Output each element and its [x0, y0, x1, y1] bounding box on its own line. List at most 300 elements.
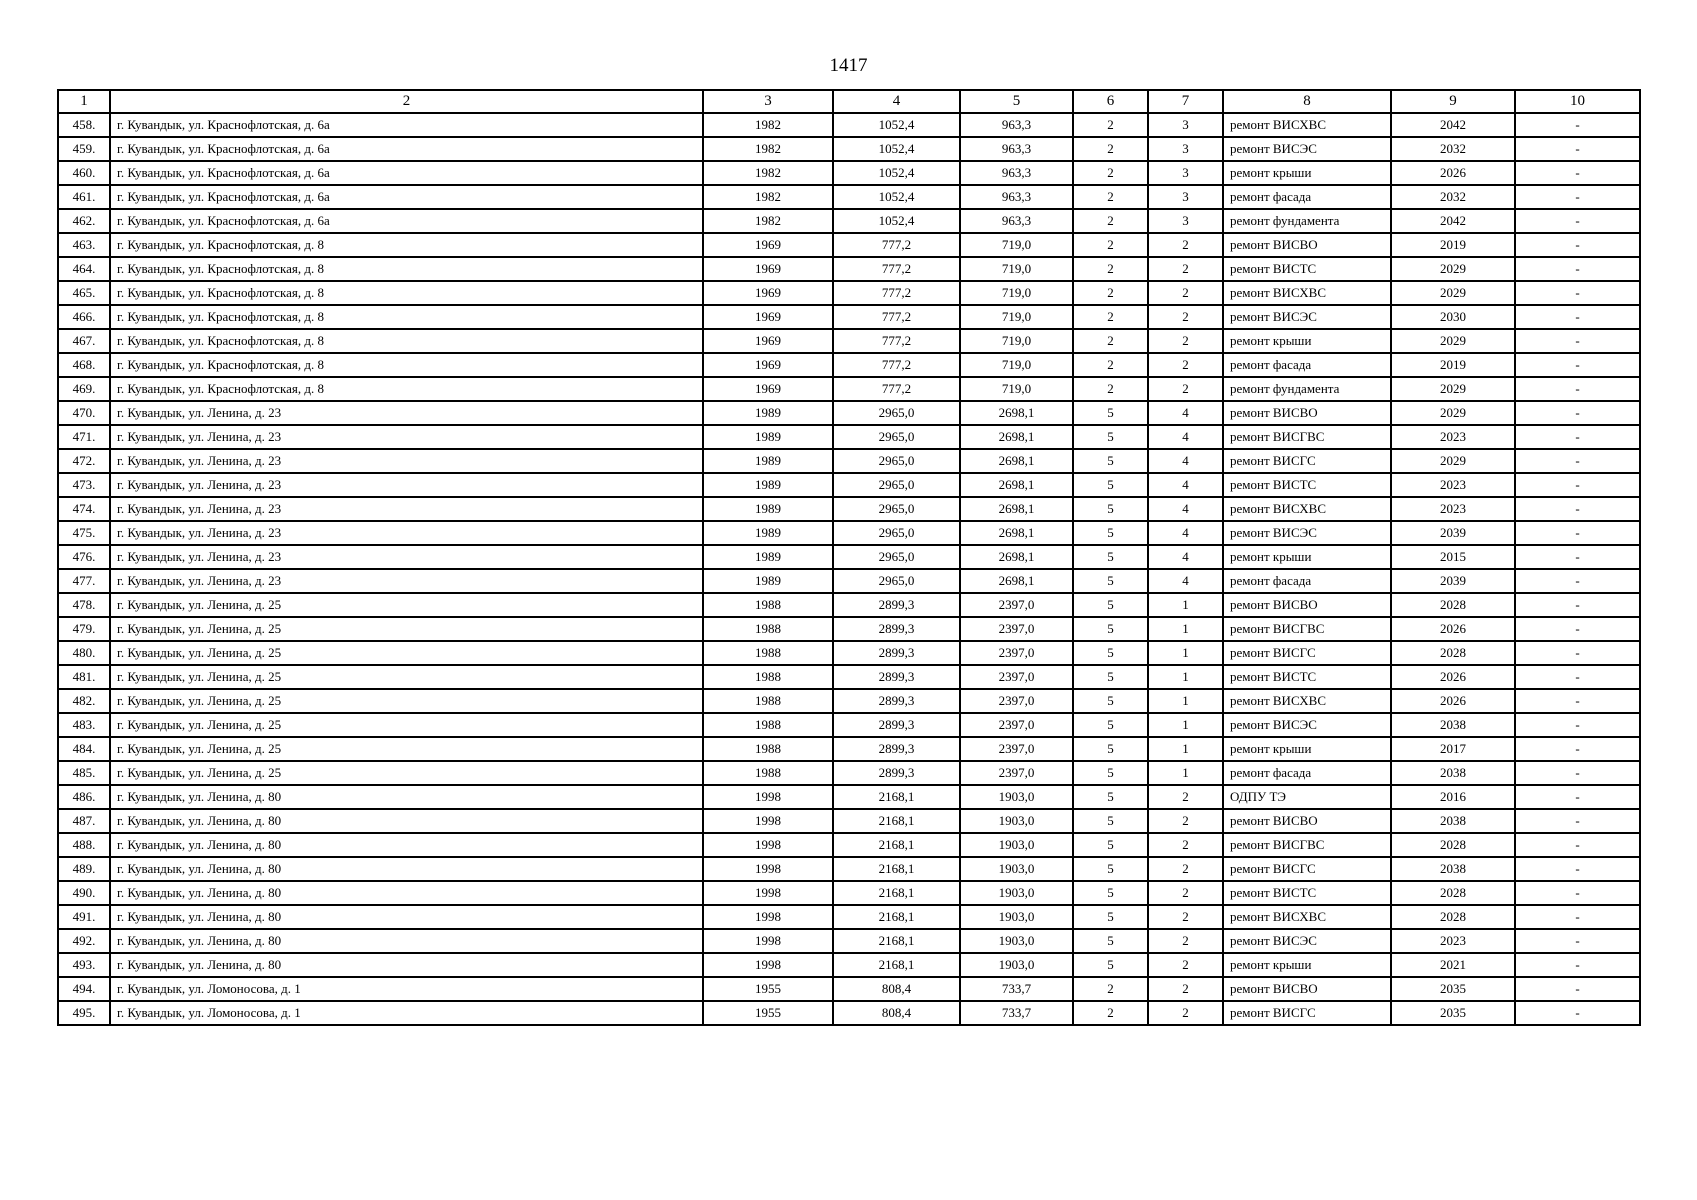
table-row	[58, 977, 1640, 1001]
floors-cell: 5	[1073, 641, 1148, 665]
work-type-cell: ремонт ВИСГС	[1223, 857, 1391, 881]
floors-cell: 5	[1073, 593, 1148, 617]
work-type-cell: ремонт ВИСТС	[1223, 473, 1391, 497]
note-cell: -	[1515, 473, 1640, 497]
note-cell: -	[1515, 977, 1640, 1001]
floors-cell: 2	[1073, 977, 1148, 1001]
table-row	[58, 185, 1640, 209]
table-row	[58, 401, 1640, 425]
planned-year-cell: 2028	[1391, 593, 1515, 617]
row-number-cell: 472.	[58, 449, 110, 473]
table-row	[58, 425, 1640, 449]
note-cell: -	[1515, 665, 1640, 689]
year-cell: 1998	[703, 809, 833, 833]
year-cell: 1989	[703, 545, 833, 569]
floors-cell: 2	[1073, 209, 1148, 233]
table-row	[58, 233, 1640, 257]
entrances-cell: 2	[1148, 905, 1223, 929]
row-number-cell: 468.	[58, 353, 110, 377]
table-header-row	[58, 90, 1640, 113]
note-cell: -	[1515, 761, 1640, 785]
living-area-cell: 719,0	[960, 281, 1073, 305]
table-row	[58, 593, 1640, 617]
column-header: 10	[1515, 90, 1640, 113]
year-cell: 1988	[703, 761, 833, 785]
table-row	[58, 833, 1640, 857]
planned-year-cell: 2035	[1391, 1001, 1515, 1025]
floors-cell: 2	[1073, 377, 1148, 401]
note-cell: -	[1515, 857, 1640, 881]
address-cell: г. Кувандык, ул. Ленина, д. 25	[110, 665, 703, 689]
total-area-cell: 777,2	[833, 257, 960, 281]
work-type-cell: ремонт фундамента	[1223, 377, 1391, 401]
table-row	[58, 881, 1640, 905]
column-header: 8	[1223, 90, 1391, 113]
table-row	[58, 257, 1640, 281]
address-cell: г. Кувандык, ул. Ленина, д. 25	[110, 737, 703, 761]
planned-year-cell: 2023	[1391, 929, 1515, 953]
total-area-cell: 2168,1	[833, 857, 960, 881]
row-number-cell: 478.	[58, 593, 110, 617]
planned-year-cell: 2026	[1391, 665, 1515, 689]
year-cell: 1982	[703, 185, 833, 209]
total-area-cell: 1052,4	[833, 161, 960, 185]
year-cell: 1982	[703, 209, 833, 233]
column-header: 9	[1391, 90, 1515, 113]
living-area-cell: 719,0	[960, 329, 1073, 353]
address-cell: г. Кувандык, ул. Ленина, д. 25	[110, 593, 703, 617]
planned-year-cell: 2015	[1391, 545, 1515, 569]
column-header: 4	[833, 90, 960, 113]
entrances-cell: 2	[1148, 281, 1223, 305]
note-cell: -	[1515, 113, 1640, 137]
planned-year-cell: 2028	[1391, 905, 1515, 929]
address-cell: г. Кувандык, ул. Ломоносова, д. 1	[110, 977, 703, 1001]
total-area-cell: 2168,1	[833, 881, 960, 905]
address-cell: г. Кувандык, ул. Ленина, д. 80	[110, 857, 703, 881]
table-row	[58, 569, 1640, 593]
row-number-cell: 473.	[58, 473, 110, 497]
note-cell: -	[1515, 257, 1640, 281]
entrances-cell: 2	[1148, 977, 1223, 1001]
total-area-cell: 2899,3	[833, 665, 960, 689]
total-area-cell: 2899,3	[833, 641, 960, 665]
living-area-cell: 2698,1	[960, 449, 1073, 473]
entrances-cell: 2	[1148, 785, 1223, 809]
address-cell: г. Кувандык, ул. Ленина, д. 23	[110, 401, 703, 425]
planned-year-cell: 2038	[1391, 761, 1515, 785]
note-cell: -	[1515, 905, 1640, 929]
year-cell: 1982	[703, 137, 833, 161]
row-number-cell: 488.	[58, 833, 110, 857]
year-cell: 1998	[703, 905, 833, 929]
note-cell: -	[1515, 281, 1640, 305]
entrances-cell: 2	[1148, 257, 1223, 281]
address-cell: г. Кувандык, ул. Краснофлотская, д. 8	[110, 377, 703, 401]
entrances-cell: 2	[1148, 881, 1223, 905]
work-type-cell: ремонт ВИСГС	[1223, 641, 1391, 665]
planned-year-cell: 2026	[1391, 161, 1515, 185]
entrances-cell: 3	[1148, 185, 1223, 209]
total-area-cell: 2965,0	[833, 569, 960, 593]
address-cell: г. Кувандык, ул. Ленина, д. 80	[110, 881, 703, 905]
planned-year-cell: 2021	[1391, 953, 1515, 977]
table-row	[58, 713, 1640, 737]
note-cell: -	[1515, 833, 1640, 857]
entrances-cell: 4	[1148, 473, 1223, 497]
row-number-cell: 485.	[58, 761, 110, 785]
living-area-cell: 963,3	[960, 113, 1073, 137]
total-area-cell: 2899,3	[833, 593, 960, 617]
planned-year-cell: 2039	[1391, 521, 1515, 545]
planned-year-cell: 2038	[1391, 713, 1515, 737]
living-area-cell: 2397,0	[960, 593, 1073, 617]
year-cell: 1969	[703, 281, 833, 305]
row-number-cell: 463.	[58, 233, 110, 257]
page-number: 1417	[829, 55, 868, 76]
floors-cell: 5	[1073, 785, 1148, 809]
floors-cell: 5	[1073, 833, 1148, 857]
year-cell: 1955	[703, 977, 833, 1001]
address-cell: г. Кувандык, ул. Краснофлотская, д. 8	[110, 305, 703, 329]
entrances-cell: 2	[1148, 305, 1223, 329]
planned-year-cell: 2032	[1391, 185, 1515, 209]
living-area-cell: 963,3	[960, 185, 1073, 209]
row-number-cell: 479.	[58, 617, 110, 641]
year-cell: 1969	[703, 329, 833, 353]
row-number-cell: 486.	[58, 785, 110, 809]
entrances-cell: 1	[1148, 617, 1223, 641]
year-cell: 1998	[703, 929, 833, 953]
note-cell: -	[1515, 641, 1640, 665]
row-number-cell: 462.	[58, 209, 110, 233]
note-cell: -	[1515, 401, 1640, 425]
floors-cell: 5	[1073, 617, 1148, 641]
row-number-cell: 482.	[58, 689, 110, 713]
planned-year-cell: 2032	[1391, 137, 1515, 161]
living-area-cell: 2698,1	[960, 569, 1073, 593]
living-area-cell: 719,0	[960, 305, 1073, 329]
living-area-cell: 1903,0	[960, 929, 1073, 953]
living-area-cell: 2698,1	[960, 401, 1073, 425]
row-number-cell: 458.	[58, 113, 110, 137]
living-area-cell: 1903,0	[960, 881, 1073, 905]
entrances-cell: 4	[1148, 425, 1223, 449]
total-area-cell: 2899,3	[833, 713, 960, 737]
work-type-cell: ремонт ВИСХВС	[1223, 905, 1391, 929]
note-cell: -	[1515, 785, 1640, 809]
work-type-cell: ремонт ВИСВО	[1223, 233, 1391, 257]
total-area-cell: 808,4	[833, 1001, 960, 1025]
year-cell: 1989	[703, 425, 833, 449]
floors-cell: 2	[1073, 281, 1148, 305]
living-area-cell: 2698,1	[960, 425, 1073, 449]
table-row	[58, 521, 1640, 545]
entrances-cell: 1	[1148, 713, 1223, 737]
living-area-cell: 2698,1	[960, 473, 1073, 497]
address-cell: г. Кувандык, ул. Ленина, д. 23	[110, 473, 703, 497]
floors-cell: 2	[1073, 113, 1148, 137]
work-type-cell: ремонт ВИСЭС	[1223, 929, 1391, 953]
living-area-cell: 2698,1	[960, 545, 1073, 569]
planned-year-cell: 2030	[1391, 305, 1515, 329]
entrances-cell: 4	[1148, 569, 1223, 593]
table-row	[58, 473, 1640, 497]
work-type-cell: ремонт ВИСТС	[1223, 665, 1391, 689]
row-number-cell: 470.	[58, 401, 110, 425]
year-cell: 1988	[703, 665, 833, 689]
table-row	[58, 785, 1640, 809]
work-type-cell: ремонт ВИСВО	[1223, 401, 1391, 425]
note-cell: -	[1515, 689, 1640, 713]
row-number-cell: 481.	[58, 665, 110, 689]
year-cell: 1988	[703, 713, 833, 737]
row-number-cell: 487.	[58, 809, 110, 833]
floors-cell: 2	[1073, 353, 1148, 377]
planned-year-cell: 2016	[1391, 785, 1515, 809]
note-cell: -	[1515, 137, 1640, 161]
address-cell: г. Кувандык, ул. Краснофлотская, д. 6а	[110, 161, 703, 185]
year-cell: 1998	[703, 953, 833, 977]
repair-schedule-table	[57, 89, 1641, 1026]
planned-year-cell: 2042	[1391, 113, 1515, 137]
total-area-cell: 2168,1	[833, 809, 960, 833]
floors-cell: 2	[1073, 257, 1148, 281]
entrances-cell: 2	[1148, 929, 1223, 953]
living-area-cell: 719,0	[960, 257, 1073, 281]
note-cell: -	[1515, 617, 1640, 641]
row-number-cell: 492.	[58, 929, 110, 953]
work-type-cell: ремонт ВИСЭС	[1223, 521, 1391, 545]
address-cell: г. Кувандык, ул. Ленина, д. 23	[110, 497, 703, 521]
note-cell: -	[1515, 929, 1640, 953]
year-cell: 1988	[703, 641, 833, 665]
table-body	[58, 113, 1640, 1025]
living-area-cell: 2397,0	[960, 761, 1073, 785]
year-cell: 1989	[703, 401, 833, 425]
living-area-cell: 719,0	[960, 233, 1073, 257]
total-area-cell: 1052,4	[833, 137, 960, 161]
planned-year-cell: 2026	[1391, 689, 1515, 713]
floors-cell: 5	[1073, 809, 1148, 833]
entrances-cell: 2	[1148, 329, 1223, 353]
address-cell: г. Кувандык, ул. Краснофлотская, д. 6а	[110, 137, 703, 161]
total-area-cell: 2965,0	[833, 497, 960, 521]
planned-year-cell: 2038	[1391, 809, 1515, 833]
planned-year-cell: 2029	[1391, 257, 1515, 281]
work-type-cell: ремонт ВИСХВС	[1223, 113, 1391, 137]
work-type-cell: ремонт крыши	[1223, 545, 1391, 569]
floors-cell: 2	[1073, 161, 1148, 185]
floors-cell: 5	[1073, 953, 1148, 977]
table-row	[58, 953, 1640, 977]
year-cell: 1955	[703, 1001, 833, 1025]
floors-cell: 5	[1073, 473, 1148, 497]
note-cell: -	[1515, 449, 1640, 473]
address-cell: г. Кувандык, ул. Ленина, д. 23	[110, 521, 703, 545]
total-area-cell: 2168,1	[833, 953, 960, 977]
entrances-cell: 1	[1148, 665, 1223, 689]
row-number-cell: 490.	[58, 881, 110, 905]
column-header: 3	[703, 90, 833, 113]
living-area-cell: 719,0	[960, 377, 1073, 401]
entrances-cell: 4	[1148, 497, 1223, 521]
total-area-cell: 777,2	[833, 329, 960, 353]
table-row	[58, 545, 1640, 569]
work-type-cell: ремонт ВИСЭС	[1223, 305, 1391, 329]
work-type-cell: ремонт ВИСГВС	[1223, 617, 1391, 641]
table-row	[58, 113, 1640, 137]
work-type-cell: ремонт крыши	[1223, 329, 1391, 353]
year-cell: 1969	[703, 233, 833, 257]
living-area-cell: 2397,0	[960, 665, 1073, 689]
floors-cell: 2	[1073, 305, 1148, 329]
column-header: 1	[58, 90, 110, 113]
row-number-cell: 469.	[58, 377, 110, 401]
address-cell: г. Кувандык, ул. Ленина, д. 25	[110, 617, 703, 641]
floors-cell: 2	[1073, 329, 1148, 353]
floors-cell: 2	[1073, 1001, 1148, 1025]
entrances-cell: 2	[1148, 377, 1223, 401]
address-cell: г. Кувандык, ул. Ленина, д. 23	[110, 425, 703, 449]
table-row	[58, 737, 1640, 761]
planned-year-cell: 2017	[1391, 737, 1515, 761]
total-area-cell: 2899,3	[833, 737, 960, 761]
year-cell: 1998	[703, 785, 833, 809]
column-header: 6	[1073, 90, 1148, 113]
entrances-cell: 2	[1148, 1001, 1223, 1025]
entrances-cell: 3	[1148, 161, 1223, 185]
total-area-cell: 2965,0	[833, 449, 960, 473]
entrances-cell: 2	[1148, 353, 1223, 377]
address-cell: г. Кувандык, ул. Ленина, д. 25	[110, 713, 703, 737]
floors-cell: 5	[1073, 857, 1148, 881]
total-area-cell: 777,2	[833, 281, 960, 305]
living-area-cell: 1903,0	[960, 833, 1073, 857]
total-area-cell: 2965,0	[833, 521, 960, 545]
work-type-cell: ремонт ВИСГС	[1223, 1001, 1391, 1025]
total-area-cell: 777,2	[833, 353, 960, 377]
work-type-cell: ремонт фасада	[1223, 761, 1391, 785]
year-cell: 1989	[703, 449, 833, 473]
work-type-cell: ремонт фасада	[1223, 569, 1391, 593]
year-cell: 1998	[703, 881, 833, 905]
planned-year-cell: 2035	[1391, 977, 1515, 1001]
living-area-cell: 2397,0	[960, 713, 1073, 737]
address-cell: г. Кувандык, ул. Ленина, д. 23	[110, 569, 703, 593]
year-cell: 1988	[703, 689, 833, 713]
address-cell: г. Кувандык, ул. Ленина, д. 25	[110, 689, 703, 713]
table-row	[58, 1001, 1640, 1025]
row-number-cell: 475.	[58, 521, 110, 545]
floors-cell: 2	[1073, 185, 1148, 209]
entrances-cell: 2	[1148, 857, 1223, 881]
row-number-cell: 464.	[58, 257, 110, 281]
planned-year-cell: 2026	[1391, 617, 1515, 641]
floors-cell: 5	[1073, 449, 1148, 473]
address-cell: г. Кувандык, ул. Краснофлотская, д. 6а	[110, 209, 703, 233]
column-header: 2	[110, 90, 703, 113]
address-cell: г. Кувандык, ул. Ленина, д. 23	[110, 449, 703, 473]
living-area-cell: 719,0	[960, 353, 1073, 377]
work-type-cell: ремонт ВИСГВС	[1223, 833, 1391, 857]
column-header: 5	[960, 90, 1073, 113]
year-cell: 1998	[703, 833, 833, 857]
address-cell: г. Кувандык, ул. Краснофлотская, д. 8	[110, 281, 703, 305]
year-cell: 1969	[703, 377, 833, 401]
planned-year-cell: 2028	[1391, 833, 1515, 857]
address-cell: г. Кувандык, ул. Краснофлотская, д. 8	[110, 329, 703, 353]
entrances-cell: 4	[1148, 449, 1223, 473]
living-area-cell: 733,7	[960, 977, 1073, 1001]
table-row	[58, 929, 1640, 953]
living-area-cell: 2397,0	[960, 689, 1073, 713]
entrances-cell: 1	[1148, 761, 1223, 785]
table-row	[58, 809, 1640, 833]
planned-year-cell: 2028	[1391, 641, 1515, 665]
address-cell: г. Кувандык, ул. Ленина, д. 80	[110, 785, 703, 809]
year-cell: 1989	[703, 521, 833, 545]
note-cell: -	[1515, 881, 1640, 905]
floors-cell: 5	[1073, 737, 1148, 761]
row-number-cell: 467.	[58, 329, 110, 353]
living-area-cell: 2397,0	[960, 617, 1073, 641]
work-type-cell: ремонт ВИСГС	[1223, 449, 1391, 473]
work-type-cell: ОДПУ ТЭ	[1223, 785, 1391, 809]
year-cell: 1982	[703, 161, 833, 185]
work-type-cell: ремонт фасада	[1223, 185, 1391, 209]
row-number-cell: 466.	[58, 305, 110, 329]
work-type-cell: ремонт ВИСВО	[1223, 593, 1391, 617]
planned-year-cell: 2019	[1391, 233, 1515, 257]
row-number-cell: 476.	[58, 545, 110, 569]
address-cell: г. Кувандык, ул. Ленина, д. 80	[110, 953, 703, 977]
address-cell: г. Кувандык, ул. Краснофлотская, д. 8	[110, 257, 703, 281]
row-number-cell: 480.	[58, 641, 110, 665]
living-area-cell: 963,3	[960, 137, 1073, 161]
work-type-cell: ремонт крыши	[1223, 953, 1391, 977]
work-type-cell: ремонт ВИСХВС	[1223, 497, 1391, 521]
planned-year-cell: 2029	[1391, 329, 1515, 353]
living-area-cell: 1903,0	[960, 905, 1073, 929]
note-cell: -	[1515, 737, 1640, 761]
table-row	[58, 281, 1640, 305]
total-area-cell: 1052,4	[833, 209, 960, 233]
living-area-cell: 1903,0	[960, 857, 1073, 881]
note-cell: -	[1515, 713, 1640, 737]
row-number-cell: 471.	[58, 425, 110, 449]
work-type-cell: ремонт ВИСТС	[1223, 257, 1391, 281]
entrances-cell: 4	[1148, 401, 1223, 425]
note-cell: -	[1515, 569, 1640, 593]
table-row	[58, 497, 1640, 521]
work-type-cell: ремонт ВИСХВС	[1223, 281, 1391, 305]
living-area-cell: 733,7	[960, 1001, 1073, 1025]
planned-year-cell: 2039	[1391, 569, 1515, 593]
table-row	[58, 857, 1640, 881]
living-area-cell: 2698,1	[960, 521, 1073, 545]
note-cell: -	[1515, 305, 1640, 329]
entrances-cell: 1	[1148, 737, 1223, 761]
table-row	[58, 905, 1640, 929]
year-cell: 1988	[703, 737, 833, 761]
address-cell: г. Кувандык, ул. Ломоносова, д. 1	[110, 1001, 703, 1025]
note-cell: -	[1515, 521, 1640, 545]
living-area-cell: 963,3	[960, 209, 1073, 233]
living-area-cell: 2698,1	[960, 497, 1073, 521]
address-cell: г. Кувандык, ул. Краснофлотская, д. 6а	[110, 113, 703, 137]
floors-cell: 5	[1073, 401, 1148, 425]
